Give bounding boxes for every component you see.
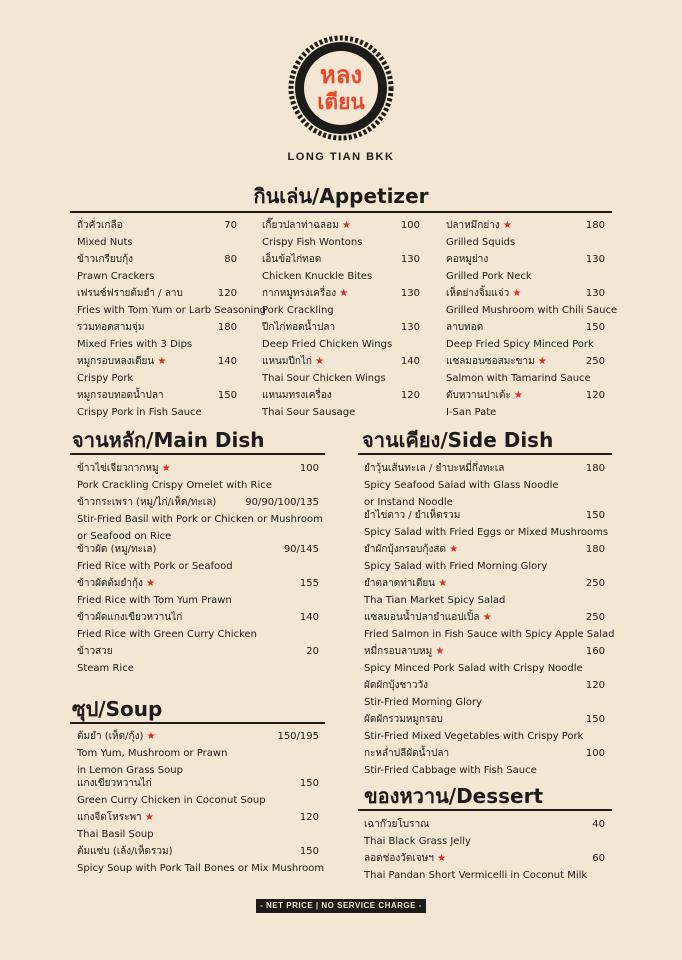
menu-item-price: 180 bbox=[585, 463, 605, 474]
menu-item bbox=[77, 541, 319, 575]
menu-item-thai-name: ลาบทอด bbox=[446, 322, 484, 333]
menu-item-price: 160 bbox=[585, 646, 605, 657]
menu-item-row bbox=[77, 728, 319, 745]
menu-item bbox=[446, 387, 605, 421]
star-icon: ★ bbox=[336, 288, 349, 299]
menu-item-thai-name: เอ็นข้อไก่ทอด bbox=[262, 254, 322, 265]
menu-item bbox=[364, 745, 605, 779]
menu-item-price: 180 bbox=[217, 322, 237, 333]
menu-item-row bbox=[77, 494, 319, 511]
menu-item-english-name: Fried Rice with Pork or Seafood bbox=[77, 561, 233, 572]
menu-item-row bbox=[364, 609, 605, 626]
menu-item-row bbox=[77, 809, 319, 826]
menu-item bbox=[77, 728, 319, 779]
menu-item bbox=[77, 643, 319, 677]
menu-item-row bbox=[364, 850, 605, 867]
menu-item-price: 100 bbox=[299, 463, 319, 474]
menu-item-price: 150 bbox=[217, 390, 237, 401]
star-icon: ★ bbox=[311, 356, 325, 367]
menu-item-english-name: Thai Black Grass Jelly bbox=[364, 836, 471, 847]
menu-item-thai-name: ข้าวสวย bbox=[77, 646, 113, 657]
menu-item-row bbox=[77, 353, 237, 370]
menu-item bbox=[364, 460, 605, 511]
menu-item-thai-name: ลอดช่องวัดเจษฯ bbox=[364, 853, 434, 864]
menu-item-thai-name: หมี่กรอบลาบหมู bbox=[364, 646, 433, 657]
menu-item-row bbox=[364, 541, 605, 558]
menu-item-english-name: Pork Crackling Crispy Omelet with Rice bbox=[77, 480, 272, 491]
menu-item-thai-name: เห็ดย่างจิ้มแจ่ว bbox=[446, 288, 510, 299]
menu-item-thai-name: แหนมปีกไก่ bbox=[262, 356, 312, 367]
menu-item-row bbox=[364, 677, 605, 694]
menu-item bbox=[262, 251, 420, 285]
menu-item-row bbox=[364, 816, 605, 833]
menu-item-price: 40 bbox=[592, 819, 605, 830]
menu-item-english-name: Spicy Soup with Pork Tail Bones or Mix Mushroom bbox=[77, 863, 325, 874]
menu-item-english-name: Thai Pandan Short Vermicelli in Coconut Milk bbox=[364, 870, 588, 881]
menu-item-thai-name: ข้าวเกรียบกุ้ง bbox=[77, 254, 134, 265]
menu-item-row bbox=[364, 460, 605, 477]
menu-item-row bbox=[77, 643, 319, 660]
menu-item bbox=[364, 711, 605, 745]
menu-item-english-name: Grilled Mushroom with Chili Sauce bbox=[446, 305, 618, 316]
menu-item-english-name: Deep Fried Chicken Wings bbox=[262, 339, 393, 350]
menu-item-row bbox=[446, 285, 605, 302]
menu-item-price: 70 bbox=[224, 220, 237, 231]
star-icon: ★ bbox=[141, 812, 154, 823]
menu-item-english-name: Fried Rice with Tom Yum Prawn bbox=[77, 595, 232, 606]
star-icon: ★ bbox=[432, 646, 445, 657]
menu-item bbox=[446, 319, 605, 353]
menu-item-price: 100 bbox=[400, 220, 420, 231]
menu-item bbox=[364, 541, 605, 575]
menu-item-price: 80 bbox=[224, 254, 237, 265]
menu-item-row bbox=[262, 285, 420, 302]
menu-item bbox=[446, 251, 605, 285]
menu-item bbox=[77, 575, 319, 609]
menu-item-price: 140 bbox=[217, 356, 237, 367]
star-icon: ★ bbox=[143, 731, 156, 742]
menu-item-price: 180 bbox=[585, 544, 605, 555]
menu-item-row bbox=[262, 319, 420, 336]
star-icon: ★ bbox=[154, 356, 167, 367]
menu-item-thai-name: ยำตลาดท่าเตียน bbox=[364, 578, 436, 589]
logo-line-1: หลง bbox=[319, 61, 363, 89]
menu-item-price: 120 bbox=[299, 812, 319, 823]
star-icon: ★ bbox=[142, 578, 156, 589]
side-dish-rule bbox=[358, 453, 612, 455]
menu-item-price: 150 bbox=[585, 322, 605, 333]
menu-item-price: 250 bbox=[585, 612, 605, 623]
menu-item bbox=[77, 460, 319, 494]
menu-item-thai-name: ปลาหมึกย่าง bbox=[446, 220, 500, 231]
section-title-soup: ซุป/Soup bbox=[72, 697, 163, 721]
menu-item-english-name: Spicy Seafood Salad with Glass Noodle bbox=[364, 480, 559, 491]
menu-item bbox=[364, 575, 605, 609]
menu-item-price: 130 bbox=[400, 322, 420, 333]
menu-item-row bbox=[364, 507, 605, 524]
menu-item-english-name: Stir-Fried Cabbage with Fish Sauce bbox=[364, 765, 537, 776]
menu-item-price: 90/145 bbox=[283, 544, 319, 555]
menu-item-price: 130 bbox=[585, 288, 605, 299]
menu-item-thai-name: ข้าวผัดแกงเขียวหวานไก่ bbox=[77, 612, 183, 623]
star-icon: ★ bbox=[433, 853, 447, 864]
menu-item-english-name-cont: or Instand Noodle bbox=[364, 497, 453, 508]
menu-item-row bbox=[446, 251, 605, 268]
menu-item-english-name: Steam Rice bbox=[77, 663, 134, 674]
menu-item bbox=[364, 643, 605, 677]
menu-item bbox=[77, 319, 237, 353]
menu-item-english-name: Grilled Squids bbox=[446, 237, 516, 248]
menu-item bbox=[77, 609, 319, 643]
menu-item bbox=[77, 285, 267, 319]
menu-item-row bbox=[77, 217, 237, 234]
menu-item bbox=[77, 387, 237, 421]
menu-item-row bbox=[446, 353, 605, 370]
menu-item bbox=[77, 353, 237, 387]
menu-item-row bbox=[446, 217, 605, 234]
menu-item-thai-name: ข้าวผัดต้มยำกุ้ง bbox=[77, 578, 143, 589]
menu-item bbox=[446, 217, 605, 251]
menu-item bbox=[77, 251, 237, 285]
menu-item-thai-name: ยำไข่ดาว / ยำเห็ดรวม bbox=[364, 510, 461, 521]
menu-item-row bbox=[77, 251, 237, 268]
menu-item-english-name: Spicy Salad with Fried Eggs or Mixed Mushrooms bbox=[364, 527, 609, 538]
menu-item-price: 130 bbox=[400, 288, 420, 299]
menu-item-row bbox=[262, 217, 420, 234]
menu-item-row bbox=[77, 285, 237, 302]
menu-item bbox=[77, 494, 323, 545]
menu-item-english-name: Salmon with Tamarind Sauce bbox=[446, 373, 591, 384]
section-title-side-dish: จานเคียง/Side Dish bbox=[362, 428, 554, 452]
star-icon: ★ bbox=[445, 544, 459, 555]
menu-item-row bbox=[446, 387, 605, 404]
menu-item-price: 150/195 bbox=[277, 731, 319, 742]
menu-item-english-name: Mixed Fries with 3 Dips bbox=[77, 339, 193, 350]
menu-item-english-name: Fried Salmon in Fish Sauce with Spicy Apple Salad bbox=[364, 629, 615, 640]
star-icon: ★ bbox=[435, 578, 448, 589]
menu-item-english-name: Pork Crackling bbox=[262, 305, 334, 316]
menu-item-english-name: Mixed Nuts bbox=[77, 237, 133, 248]
menu-item bbox=[364, 816, 605, 850]
menu-item bbox=[262, 387, 420, 421]
menu-item-row bbox=[77, 387, 237, 404]
menu-item-price: 250 bbox=[585, 356, 605, 367]
menu-item-english-name: Fries with Tom Yum or Larb Seasoning bbox=[77, 305, 267, 316]
menu-item-price: 150 bbox=[585, 714, 605, 725]
menu-item-thai-name: ยำวุ้นเส้นทะเล / ยำบะหมี่กึ่งทะเล bbox=[364, 463, 505, 474]
menu-item-thai-name: แกงเขียวหวานไก่ bbox=[77, 778, 152, 789]
star-icon: ★ bbox=[338, 220, 351, 231]
menu-item-thai-name: แซลมอนน้ำปลายำแอปเปิ้ล bbox=[364, 612, 480, 623]
menu-item-english-name: Tha Tian Market Spicy Salad bbox=[364, 595, 506, 606]
menu-item-price: 150 bbox=[299, 778, 319, 789]
menu-item-english-name-cont: or Seafood on Rice bbox=[77, 531, 172, 542]
menu-item-row bbox=[262, 387, 420, 404]
soup-rule bbox=[70, 722, 325, 724]
menu-item-row bbox=[446, 319, 605, 336]
menu-item-row bbox=[77, 460, 319, 477]
menu-item-row bbox=[77, 843, 319, 860]
menu-item-english-name: Thai Sour Chicken Wings bbox=[262, 373, 386, 384]
menu-item-price: 150 bbox=[299, 846, 319, 857]
menu-item-english-name: Thai Basil Soup bbox=[77, 829, 154, 840]
menu-item-price: 120 bbox=[585, 390, 605, 401]
menu-item-english-name: Crispy Pork bbox=[77, 373, 134, 384]
menu-item-thai-name: กากหมูทรงเครื่อง bbox=[262, 288, 337, 299]
menu-item-price: 20 bbox=[306, 646, 319, 657]
menu-item bbox=[446, 285, 618, 319]
menu-item-row bbox=[77, 775, 319, 792]
net-price-notice: - NET PRICE | NO SERVICE CHARGE - bbox=[256, 899, 426, 913]
menu-item-price: 250 bbox=[585, 578, 605, 589]
menu-item-price: 155 bbox=[299, 578, 319, 589]
menu-item bbox=[77, 217, 237, 251]
menu-item bbox=[262, 319, 420, 353]
menu-item-thai-name: ผัดผักบุ้งชาววัง bbox=[364, 680, 429, 691]
menu-item bbox=[364, 850, 605, 884]
star-icon: ★ bbox=[479, 612, 492, 623]
menu-item bbox=[364, 507, 609, 541]
section-title-dessert: ของหวาน/Dessert bbox=[364, 784, 544, 808]
menu-item-row bbox=[77, 609, 319, 626]
menu-item-row bbox=[262, 353, 420, 370]
menu-item-thai-name: หมูกรอบทอดน้ำปลา bbox=[77, 390, 164, 401]
menu-item-english-name: Spicy Minced Pork Salad with Crispy Noodle bbox=[364, 663, 583, 674]
menu-item-english-name: Thai Sour Sausage bbox=[262, 407, 356, 418]
menu-item-thai-name: หมูกรอบหลงเตียน bbox=[77, 356, 155, 367]
star-icon: ★ bbox=[534, 356, 547, 367]
menu-item-thai-name: ข้าวไข่เจียวกากหมู bbox=[77, 463, 159, 474]
menu-item-row bbox=[77, 319, 237, 336]
menu-item-thai-name: กะหล่ำปลีผัดน้ำปลา bbox=[364, 748, 450, 759]
section-title-appetizer: กินเล่น/Appetizer bbox=[253, 184, 429, 208]
menu-item-english-name: Tom Yum, Mushroom or Prawn bbox=[77, 748, 228, 759]
long-tian-logo bbox=[288, 35, 394, 141]
menu-item bbox=[262, 217, 420, 251]
menu-item-english-name: Deep Fried Spicy Minced Pork bbox=[446, 339, 594, 350]
menu-item bbox=[77, 775, 319, 809]
menu-item-row bbox=[364, 745, 605, 762]
appetizer-rule bbox=[70, 211, 612, 213]
menu-item-row bbox=[364, 711, 605, 728]
menu-item-thai-name: แหนมทรงเครื่อง bbox=[262, 390, 332, 401]
menu-item-row bbox=[77, 541, 319, 558]
menu-item-thai-name: ต้มแซ่บ (เล้ง/เห็ดรวม) bbox=[77, 846, 173, 857]
menu-item-thai-name: แกงจืดโหระพา bbox=[77, 812, 142, 823]
star-icon: ★ bbox=[510, 390, 523, 401]
menu-item-thai-name: ปีกไก่ทอดน้ำปลา bbox=[262, 322, 336, 333]
menu-item-english-name: Stir-Fried Mixed Vegetables with Crispy Pork bbox=[364, 731, 584, 742]
brand-name: LONG TIAN BKK bbox=[287, 151, 395, 163]
menu-item bbox=[364, 609, 615, 643]
dessert-rule bbox=[358, 809, 612, 811]
menu-item-row bbox=[364, 643, 605, 660]
menu-item-english-name: Crispy Pork in Fish Sauce bbox=[77, 407, 202, 418]
menu-item-price: 120 bbox=[217, 288, 237, 299]
menu-item-price: 100 bbox=[585, 748, 605, 759]
star-icon: ★ bbox=[499, 220, 512, 231]
menu-item-thai-name: ข้าวกระเพรา (หมู/ไก่/เห็ด/ทะเล) bbox=[77, 497, 217, 508]
menu-item-price: 120 bbox=[400, 390, 420, 401]
main-dish-rule bbox=[70, 453, 325, 455]
menu-item-thai-name: ตับหวานปาเต้ะ bbox=[446, 390, 511, 401]
menu-item-thai-name: ต้มยำ (เห็ด/กุ้ง) bbox=[77, 731, 144, 742]
menu-item-english-name: Green Curry Chicken in Coconut Soup bbox=[77, 795, 266, 806]
menu-item bbox=[77, 843, 325, 877]
menu-item-price: 90/90/100/135 bbox=[245, 497, 319, 508]
menu-item bbox=[446, 353, 605, 387]
menu-item-english-name: Spicy Salad with Fried Morning Glory bbox=[364, 561, 548, 572]
menu-item-price: 140 bbox=[299, 612, 319, 623]
menu-item-english-name: Stir-Fried Basil with Pork or Chicken or Mushroom bbox=[77, 514, 323, 525]
menu-item-row bbox=[262, 251, 420, 268]
menu-item-thai-name: เฟรนช์ฟรายต้มยำ / ลาบ bbox=[77, 288, 183, 299]
menu-item-thai-name: แซลมอนซอสมะขาม bbox=[446, 356, 535, 367]
menu-item-thai-name: ข้าวผัด (หมู/ทะเล) bbox=[77, 544, 157, 555]
menu-item-english-name: Fried Rice with Green Curry Chicken bbox=[77, 629, 257, 640]
menu-item-english-name: Stir-Fried Morning Glory bbox=[364, 697, 483, 708]
star-icon: ★ bbox=[158, 463, 171, 474]
menu-item-thai-name: ยำผักบุ้งกรอบกุ้งสด bbox=[364, 544, 446, 555]
menu-item-price: 130 bbox=[400, 254, 420, 265]
menu-item bbox=[364, 677, 605, 711]
menu-item-price: 180 bbox=[585, 220, 605, 231]
menu-item-row bbox=[77, 575, 319, 592]
menu-item-english-name-cont: in Lemon Grass Soup bbox=[77, 765, 183, 776]
menu-item-english-name: Grilled Pork Neck bbox=[446, 271, 532, 282]
menu-item bbox=[262, 285, 420, 319]
section-title-main-dish: จานหลัก/Main Dish bbox=[72, 428, 265, 452]
menu-item-english-name: Crispy Fish Wontons bbox=[262, 237, 363, 248]
menu-item-price: 150 bbox=[585, 510, 605, 521]
logo-line-2: เตียน bbox=[317, 90, 365, 114]
menu-item-price: 120 bbox=[585, 680, 605, 691]
menu-item-thai-name: คอหมูย่าง bbox=[446, 254, 489, 265]
menu-item-thai-name: ผัดผักรวมหมูกรอบ bbox=[364, 714, 443, 725]
menu-item bbox=[77, 809, 319, 843]
menu-item-english-name: Chicken Knuckle Bites bbox=[262, 271, 373, 282]
menu-item-row bbox=[364, 575, 605, 592]
menu-item-price: 60 bbox=[592, 853, 605, 864]
menu-item-english-name: Prawn Crackers bbox=[77, 271, 155, 282]
menu-item-thai-name: รวมทอดสามจุ่ม bbox=[77, 322, 145, 333]
menu-item-thai-name: ถั่วคั่วเกลือ bbox=[77, 220, 123, 231]
menu-item bbox=[262, 353, 420, 387]
menu-item-price: 140 bbox=[400, 356, 420, 367]
menu-item-price: 130 bbox=[585, 254, 605, 265]
menu-item-thai-name: เฉาก๊วยโบราณ bbox=[364, 819, 430, 830]
menu-item-thai-name: เกี๊ยวปลาท่าฉลอม bbox=[262, 220, 339, 231]
star-icon: ★ bbox=[509, 288, 522, 299]
menu-item-english-name: I-San Pate bbox=[446, 407, 497, 418]
